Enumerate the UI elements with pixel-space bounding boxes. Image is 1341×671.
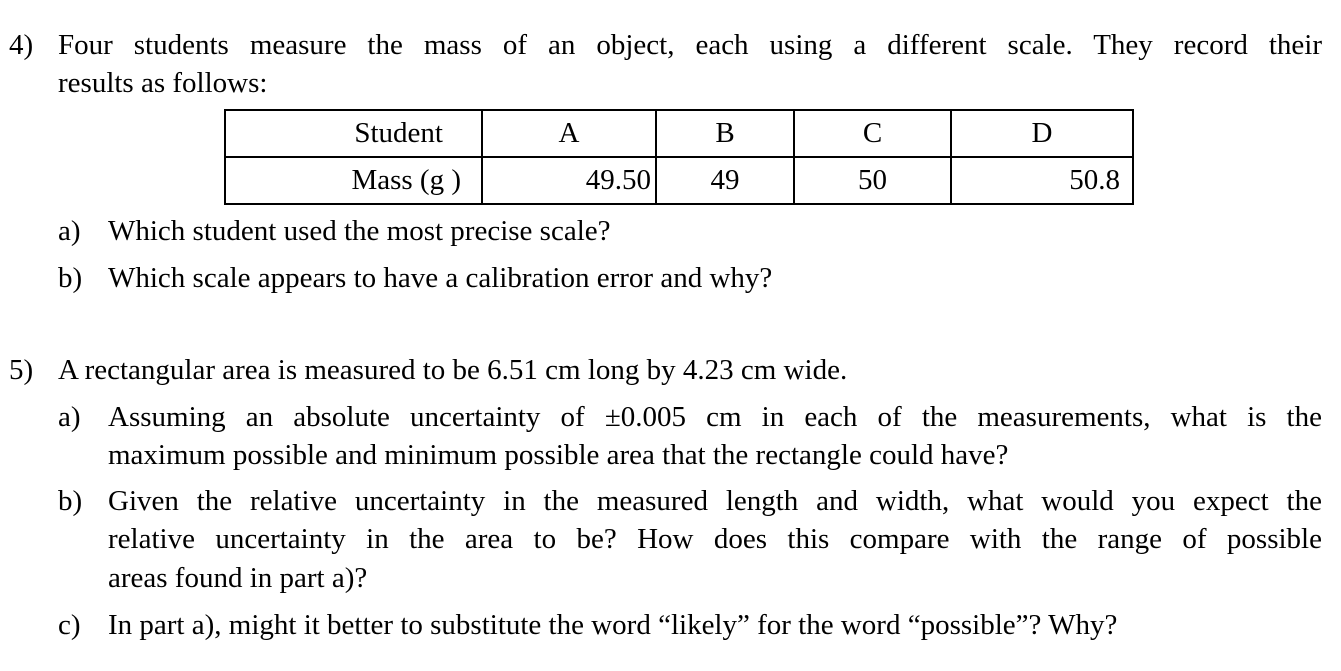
table-header-label: Student [225, 110, 482, 157]
q4-text-line2: results as follows: [58, 67, 268, 99]
q5a-text-line1: Assuming an absolute uncertainty of ±0.005 cm in each of the measurements, what is the [108, 401, 1322, 433]
q5b-text-line3: areas found in part a)? [108, 562, 368, 594]
mass-d: 50.8 [951, 157, 1133, 204]
q5b-label: b) [58, 485, 83, 517]
table-row-mass [225, 157, 1133, 204]
q4-text-line1: Four students measure the mass of an object, each using a different scale. They record their [58, 29, 1322, 61]
q4a-text: Which student used the most precise scale? [108, 215, 611, 247]
mass-a: 49.50 [482, 157, 656, 204]
q5c-label: c) [58, 609, 81, 641]
student-c: C [794, 110, 951, 157]
q4b-text: Which scale appears to have a calibration error and why? [108, 262, 773, 294]
mass-c: 50 [794, 157, 951, 204]
q5-text-line1: A rectangular area is measured to be 6.51 cm long by 4.23 cm wide. [58, 354, 848, 386]
mass-table [224, 109, 1134, 205]
q5b-text-line2: relative uncertainty in the area to be? How does this compare with the range of possible [108, 523, 1322, 555]
mass-b: 49 [656, 157, 794, 204]
q5a-label: a) [58, 401, 81, 433]
student-a: A [482, 110, 656, 157]
table-row-students [225, 110, 1133, 157]
student-b: B [656, 110, 794, 157]
q5a-text-line2: maximum possible and minimum possible area that the rectangle could have? [108, 439, 1009, 471]
q4-number: 4) [9, 29, 34, 61]
q5b-text-line1: Given the relative uncertainty in the measured length and width, what would you expect the [108, 485, 1322, 517]
q4a-label: a) [58, 215, 81, 247]
q5-number: 5) [9, 354, 34, 386]
mass-row-label: Mass (g ) [225, 157, 482, 204]
q5c-text: In part a), might it better to substitute the word “likely” for the word “possible”? Why? [108, 609, 1118, 641]
student-d: D [951, 110, 1133, 157]
q4b-label: b) [58, 262, 83, 294]
